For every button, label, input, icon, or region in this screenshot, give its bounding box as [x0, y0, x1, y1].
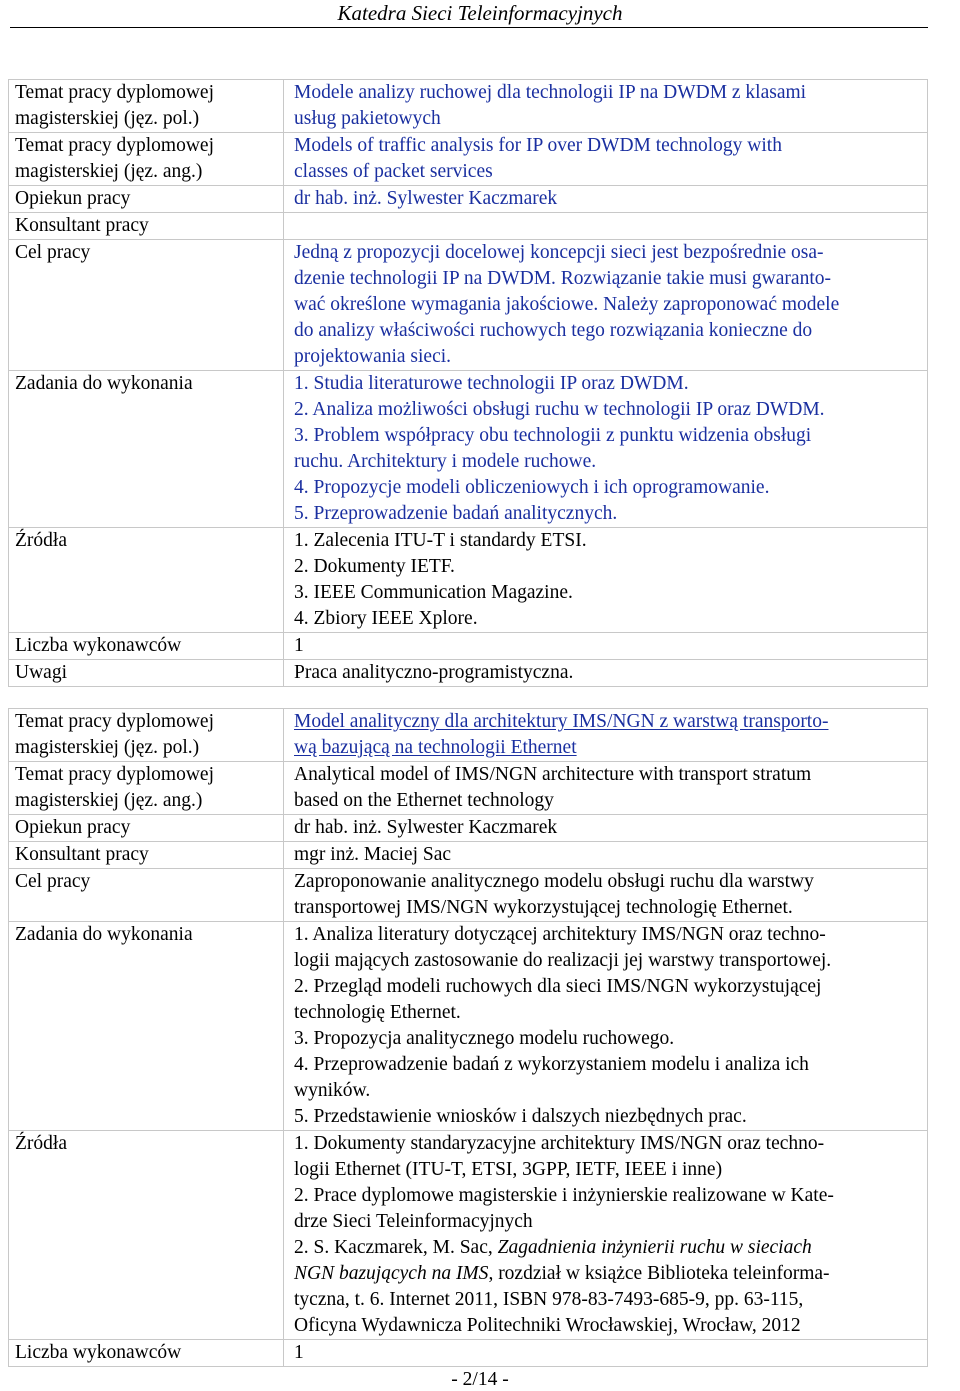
value-consultant: mgr inż. Maciej Sac	[284, 842, 928, 869]
label-topic-en: Temat pracy dyplomowej magisterskiej (jęz. ang.)	[9, 762, 284, 815]
value-topic-en: Models of traffic analysis for IP over DWDM technology with classes of packet services	[284, 133, 928, 186]
label-goal: Cel pracy	[9, 869, 284, 922]
label-topic-pl: Temat pracy dyplomowej magisterskiej (jęz. pol.)	[9, 80, 284, 133]
label-consultant: Konsultant pracy	[9, 213, 284, 240]
row-consultant	[9, 842, 928, 869]
row-topic-en	[9, 133, 928, 186]
value-topic-pl: Modele analizy ruchowej dla technologii IP na DWDM z klasami usług pakietowych	[284, 80, 928, 133]
label-supervisor: Opiekun pracy	[9, 815, 284, 842]
header-rule	[10, 27, 928, 28]
row-topic-pl	[9, 80, 928, 133]
value-supervisor: dr hab. inż. Sylwester Kaczmarek	[284, 186, 928, 213]
label-tasks: Zadania do wykonania	[9, 922, 284, 1131]
label-count: Liczba wykonawców	[9, 1340, 284, 1367]
value-goal: Zaproponowanie analitycznego modelu obsługi ruchu dla warstwy transportowej IMS/NGN wykorzystującej technologię Ethernet.	[284, 869, 928, 922]
row-count	[9, 1340, 928, 1367]
value-tasks: 1. Studia literaturowe technologii IP oraz DWDM. 2. Analiza możliwości obsługi ruchu w technologii IP oraz DWDM. 3. Problem współpracy obu technologii z punktu widzenia obsługi ruchu. Architektury i modele ruchowe. 4. Propozycje modeli obliczeniowych i ich oprogramowanie. 5. Przeprowadzenie badań analitycznych.	[284, 371, 928, 528]
reference-3: 2. S. Kaczmarek, M. Sac, Zagadnienia inżynierii ruchu w sieciach	[294, 1237, 812, 1258]
thesis-table-2	[8, 708, 928, 1367]
value-consultant	[284, 213, 928, 240]
row-notes	[9, 660, 928, 687]
page-number: - 2/14 -	[451, 1369, 509, 1390]
value-topic-pl: Model analityczny dla architektury IMS/NGN z warstwą transporto- wą bazującą na technologii Ethernet	[284, 709, 928, 762]
value-topic-en: Analytical model of IMS/NGN architecture with transport stratum based on the Ethernet technology	[284, 762, 928, 815]
row-sources	[9, 528, 928, 633]
value-count: 1	[284, 1340, 928, 1367]
label-sources: Źródła	[9, 528, 284, 633]
row-tasks	[9, 922, 928, 1131]
label-goal: Cel pracy	[9, 240, 284, 371]
label-sources: Źródła	[9, 1131, 284, 1340]
row-topic-pl	[9, 709, 928, 762]
value-sources: 1. Dokumenty standaryzacyjne architektury IMS/NGN oraz techno- logii Ethernet (ITU-T, ETSI, 3GPP, IETF, IEEE i inne) 2. Prace dyplomowe magisterskie i inżynierskie realizowane w Kate- drze Sieci Teleinformacyjnych 2. S. Kaczmarek, M. Sac, Zagadnienia inżynierii ruchu w sieciach NGN bazujących na IMS, rozdział w książce Biblioteka teleinforma- tyczna, t. 6. Internet 2011, ISBN 978-83-7493-685-9, pp. 63-115, Oficyna Wydawnicza Politechniki Wrocławskiej, Wrocław, 2012	[284, 1131, 928, 1340]
row-tasks	[9, 371, 928, 528]
value-tasks: 1. Analiza literatury dotyczącej architektury IMS/NGN oraz techno- logii mających zastosowanie do realizacji jej warstwy transportowej. 2. Przegląd modeli ruchowych dla sieci IMS/NGN wykorzystującej technologię Ethernet. 3. Propozycja analitycznego modelu ruchowego. 4. Przeprowadzenie badań z wykorzystaniem modelu i analiza ich wyników. 5. Przedstawienie wniosków i dalszych niezbędnych prac.	[284, 922, 928, 1131]
label-supervisor: Opiekun pracy	[9, 186, 284, 213]
value-supervisor: dr hab. inż. Sylwester Kaczmarek	[284, 815, 928, 842]
row-goal	[9, 869, 928, 922]
row-consultant	[9, 213, 928, 240]
label-notes: Uwagi	[9, 660, 284, 687]
label-count: Liczba wykonawców	[9, 633, 284, 660]
label-topic-en: Temat pracy dyplomowej magisterskiej (jęz. ang.)	[9, 133, 284, 186]
value-sources: 1. Zalecenia ITU-T i standardy ETSI. 2. Dokumenty IETF. 3. IEEE Communication Magazine. 4. Zbiory IEEE Xplore.	[284, 528, 928, 633]
label-consultant: Konsultant pracy	[9, 842, 284, 869]
row-goal	[9, 240, 928, 371]
value-goal: Jedną z propozycji docelowej koncepcji sieci jest bezpośrednie osa- dzenie technologii IP na DWDM. Rozwiązanie takie musi gwaranto- wać określone wymagania jakościowe. Należy zaproponować modele do analizy właściwości ruchowych tego rozwiązania konieczne do projektowania sieci.	[284, 240, 928, 371]
row-supervisor	[9, 186, 928, 213]
row-supervisor	[9, 815, 928, 842]
row-sources	[9, 1131, 928, 1340]
label-topic-pl: Temat pracy dyplomowej magisterskiej (jęz. pol.)	[9, 709, 284, 762]
value-notes: Praca analityczno-programistyczna.	[284, 660, 928, 687]
value-count: 1	[284, 633, 928, 660]
label-tasks: Zadania do wykonania	[9, 371, 284, 528]
row-count	[9, 633, 928, 660]
thesis-table-1	[8, 79, 928, 687]
page-header: Katedra Sieci Teleinformacyjnych	[337, 1, 623, 25]
row-topic-en	[9, 762, 928, 815]
